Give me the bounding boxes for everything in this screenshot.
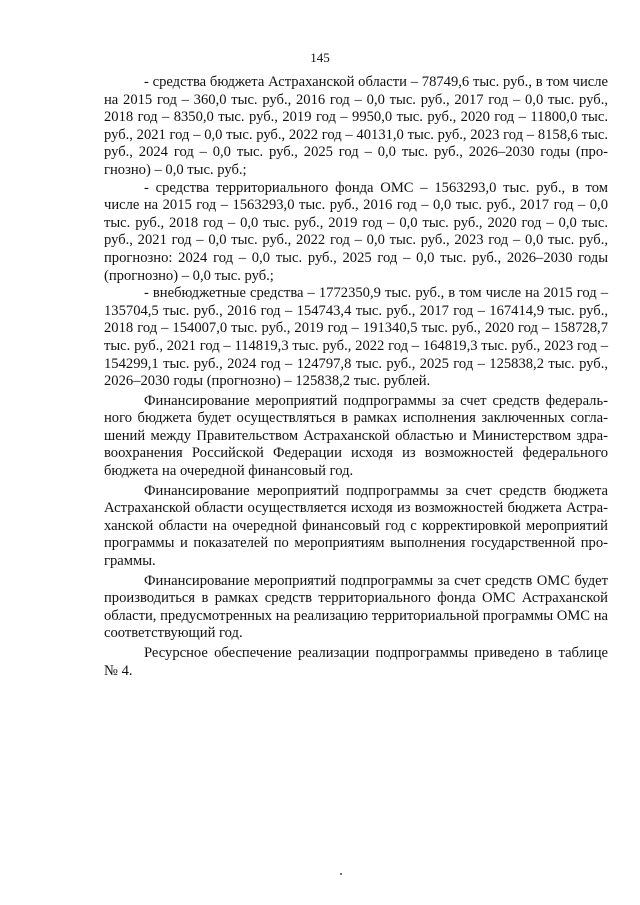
- paragraph-oms-financing: Финансирование мероприятий подпрограммы за счет средств ОМС будет производиться в рамках средств территориального фонда ОМС Астраханской области, предусмотренных на реализацию территориальной программы ОМС на соответствующий год.: [104, 572, 608, 642]
- paragraph-regional-budget: - средства бюджета Астраханской области – 78749,6 тыс. руб., в том числе на 2015 год – 360,0 тыс. руб., 2016 год – 0,0 тыс. руб., 2017 год – 0,0 тыс. руб., 2018 год – 8350,0 тыс. руб., 2019 год – 9950,0 тыс. руб., 2020 год – 11800,0 тыс. руб., 2021 год – 0,0 тыс. руб., 2022 год – 40131,0 тыс. руб., 2023 год – 8158,6 тыс. руб., 2024 год – 0,0 тыс. руб., 2025 год – 0,0 тыс. руб., 2026–2030 годы (прогнозно) – 0,0 тыс. руб.;: [104, 74, 608, 178]
- page-number: 145: [310, 50, 330, 65]
- body-text: [104, 74, 608, 680]
- scan-speck: [340, 873, 342, 875]
- paragraph-oms-fund: - средства территориального фонда ОМС – 1563293,0 тыс. руб., в том числе на 2015 год – 1563293,0 тыс. руб., 2016 год – 0,0 тыс. руб., 2017 год – 0,0 тыс. руб., 2018 год – 0,0 тыс. руб., 2019 год – 0,0 тыс. руб., 2020 год – 0,0 тыс. руб., 2021 год – 0,0 тыс. руб., 2022 год – 0,0 тыс. руб., 2023 год – 0,0 тыс. руб., прогнозно: 2024 год – 0,0 тыс. руб., 2025 год – 0,0 тыс. руб., 2026–2030 годы (прогнозно) – 0,0 тыс. руб.;: [104, 179, 608, 284]
- paragraph-regional-financing: Финансирование мероприятий подпрограммы за счет средств бюджета Астраханской области осуществляется исходя из возможностей бюджета Астраханской области на очередной финансовый год с корректировкой мероприятий программы и показателей по мероприятиям выполнения государственной программы.: [104, 482, 608, 570]
- paragraph-extrabudgetary: - внебюджетные средства – 1772350,9 тыс. руб., в том числе на 2015 год – 135704,5 тыс. руб., 2016 год – 154743,4 тыс. руб., 2017 год – 167414,9 тыс. руб., 2018 год – 154007,0 тыс. руб., 2019 год – 191340,5 тыс. руб., 2020 год – 158728,7 тыс. руб., 2021 год – 114819,3 тыс. руб., 2022 год – 164819,3 тыс. руб., 2023 год – 154299,1 тыс. руб., 2024 год – 124797,8 тыс. руб., 2025 год – 125838,2 тыс. руб., 2026–2030 годы (прогнозно) – 125838,2 тыс. рублей.: [104, 285, 608, 390]
- paragraph-resource-table-reference: Ресурсное обеспечение реализации подпрограммы приведено в таблице № 4.: [104, 645, 608, 679]
- paragraph-federal-financing: Финансирование мероприятий подпрограммы за счет средств федерального бюджета будет осуществляться в рамках исполнения заключенных соглашений между Правительством Астраханской областью и Министерством здравоохранения Российской Федерации исходя из возможностей федерального бюджета на очередной финансовый год.: [104, 392, 608, 480]
